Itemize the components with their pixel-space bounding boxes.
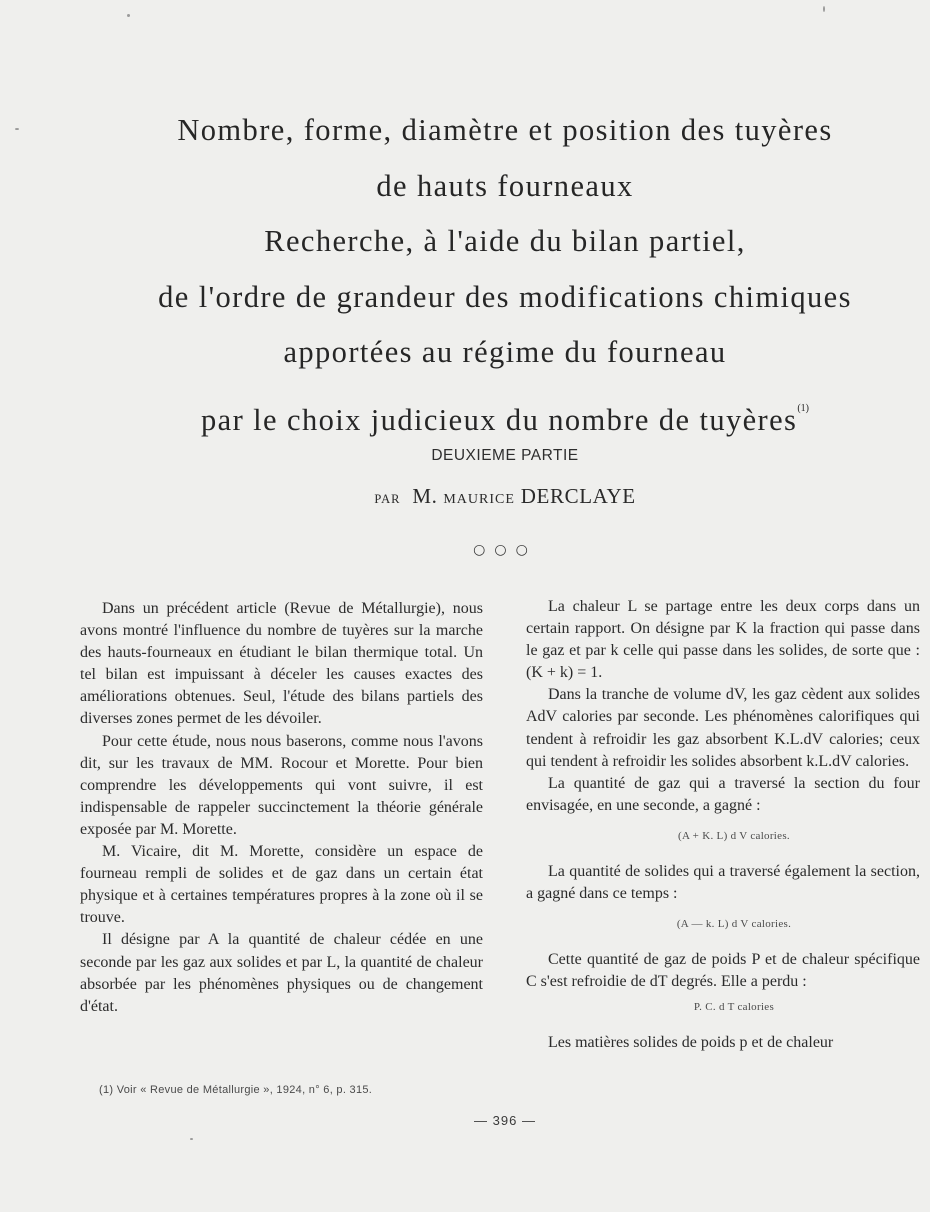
left-column	[80, 598, 483, 1018]
right-column	[526, 596, 920, 1054]
paper-speck	[823, 6, 825, 12]
article-title	[60, 103, 930, 449]
author-byline	[0, 484, 930, 509]
paragraph: La chaleur L se partage entre les deux corps dans un certain rapport. On désigne par K la fraction qui passe dans le gaz et par k celle qui passe dans les solides, de sorte que : (K + k) = 1.	[526, 598, 920, 682]
paragraph: Pour cette étude, nous nous baserons, comme nous l'avons dit, sur les travaux de MM. Rocour et Morette. Pour bien comprendre les développements qui vont suivre, il est indispensable de rappeler succinctement la théorie générale exposée par M. Morette.	[80, 732, 483, 838]
footnote: (1) Voir « Revue de Métallurgie », 1924, n° 6, p. 315.	[99, 1084, 373, 1096]
title-line: apportées au régime du fourneau	[283, 335, 727, 370]
footnote-marker: (1)	[797, 402, 809, 414]
author-first-name: MAURICE	[443, 492, 515, 507]
title-line: de hauts fourneaux	[376, 168, 634, 203]
author-surname: DERCLAYE	[520, 484, 636, 508]
part-heading: DEUXIEME PARTIE	[431, 447, 579, 464]
formula: (A — k. L) d V calories.	[676, 918, 792, 931]
paragraph: Dans un précédent article (Revue de Métallurgie), nous avons montré l'influence du nombre de tuyères sur la marche des hauts-fourneaux en étudiant le bilan thermique total. Un tel bilan est impuissant à déceler les causes exactes des améliorations obtenues. Seul, l'étude des bilans partiels des diverses zones permet de les dévoiler.	[80, 600, 483, 728]
page-number: — 396 —	[474, 1113, 536, 1128]
paragraph: M. Vicaire, dit M. Morette, considère un espace de fourneau rempli de solides et de gaz dans un certain état physique et à certaines températures propres à la zone où il se trouve.	[80, 843, 483, 927]
title-line-last	[60, 381, 930, 449]
paragraph: La quantité de gaz qui a traversé la section du four envisagée, en une seconde, a gagné :	[526, 774, 920, 814]
title-line: Recherche, à l'aide du bilan partiel,	[264, 224, 746, 259]
formula: (A + K. L) d V calories.	[678, 829, 790, 842]
formula: P. C. d T calories	[693, 1000, 775, 1013]
paragraph: Il désigne par A la quantité de chaleur cédée en une seconde par les gaz aux solides et par L, la quantité de chaleur absorbée par les phénomènes physiques ou de changement d'état.	[80, 931, 483, 1015]
paragraph: Cette quantité de gaz de poids P et de chaleur spécifique C s'est refroidie de dT degrés. Elle a perdu :	[526, 951, 920, 991]
title-line: de l'ordre de grandeur des modifications chimiques	[158, 279, 852, 314]
byline-par: PAR	[374, 492, 401, 506]
paragraph: Dans la tranche de volume dV, les gaz cèdent aux solides AdV calories par seconde. Les phénomènes calorifiques qui tendent à refroidir les gaz absorbent K.L.dV calories; ceux qui tendent à refroidir les solides absorbent k.L.dV calories.	[526, 686, 920, 770]
separator-circles: ○○○	[473, 542, 537, 558]
title-line: Nombre, forme, diamètre et position des tuyères	[177, 113, 833, 147]
paragraph: Les matières solides de poids p et de chaleur	[548, 1033, 834, 1051]
byline-mr: M.	[412, 484, 438, 508]
paper-speck	[15, 128, 19, 130]
paragraph: La quantité de solides qui a traversé également la section, a gagné dans ce temps :	[526, 863, 920, 903]
paper-speck	[127, 14, 130, 17]
title-line-text: par le choix judicieux du nombre de tuyères	[201, 402, 798, 437]
paper-speck	[190, 1138, 193, 1140]
